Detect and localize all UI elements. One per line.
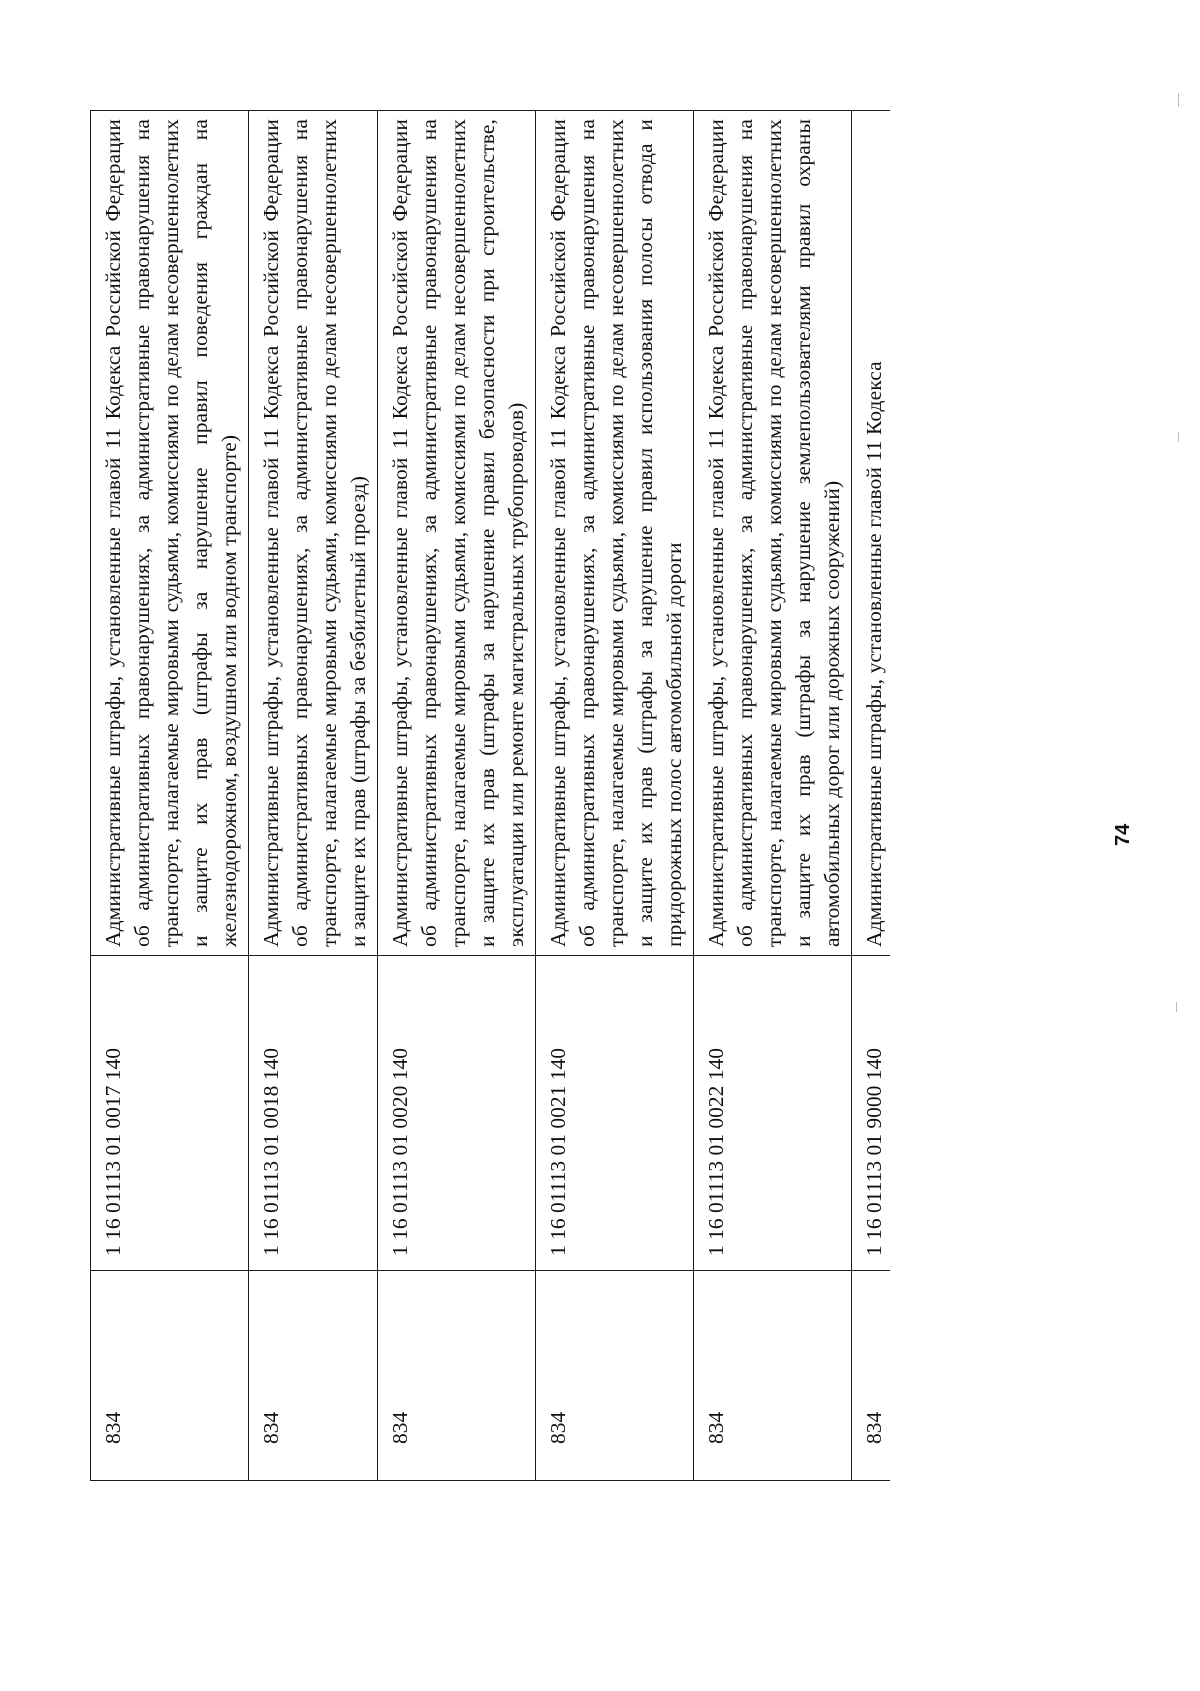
org-code-cell: 834 <box>378 1271 536 1481</box>
description-cell: Административные штрафы, установленные главой 11 Кодекса Российской Федерации об административных правонарушениях, за административные правонарушения на транспорте, налагаемые мировыми судьями, комиссиями по делам несовершеннолетних и защите их прав (штрафы за нарушение правил безопасности при строительстве, эксплуатации или ремонте магистральных трубопроводов) <box>378 111 536 956</box>
table-row <box>694 111 852 1481</box>
page-number: 74 <box>1112 823 1134 846</box>
scan-mark <box>1178 432 1179 442</box>
kbk-code-cell: 1 16 01113 01 0020 140 <box>378 956 536 1271</box>
kbk-code-cell: 1 16 01113 01 0017 140 <box>91 956 249 1271</box>
kbk-code-cell: 1 16 01113 01 0022 140 <box>694 956 852 1271</box>
table-row <box>91 111 249 1481</box>
description-cell: Административные штрафы, установленные главой 11 Кодекса Российской Федерации об административных правонарушениях, за административные правонарушения на транспорте, налагаемые мировыми судьями, комиссиями по делам несовершеннолетних и защите их прав (штрафы за нарушение землепользователями правил охраны автомобильных дорог или дорожных сооружений) <box>694 111 852 956</box>
org-code-cell: 834 <box>694 1271 852 1481</box>
kbk-code-cell: 1 16 01113 01 0021 140 <box>536 956 694 1271</box>
description-cell: Административные штрафы, установленные главой 11 Кодекса Российской Федерации об административных правонарушениях, за административные правонарушения на транспорте, налагаемые мировыми судьями, комиссиями по делам несовершеннолетних и защите их прав (штрафы за нарушение правил поведения граждан на железнодорожном, воздушном или водном транспорте) <box>91 111 249 956</box>
org-code-cell: 834 <box>91 1271 249 1481</box>
org-code-cell: 834 <box>852 1271 891 1481</box>
scan-mark <box>1176 1002 1177 1012</box>
kbk-code-cell: 1 16 01113 01 9000 140 <box>852 956 891 1271</box>
description-cell: Административные штрафы, установленные главой 11 Кодекса Российской Федерации об административных правонарушениях, за административные правонарушения на транспорте, налагаемые мировыми судьями, комиссиями по делам несовершеннолетних и защите их прав (штрафы за безбилетный проезд) <box>249 111 378 956</box>
org-code-cell: 834 <box>249 1271 378 1481</box>
table-row <box>536 111 694 1481</box>
table-row <box>249 111 378 1481</box>
revenue-code-table <box>90 110 890 1481</box>
table-row <box>378 111 536 1481</box>
scan-mark <box>1178 93 1179 107</box>
table-row <box>852 111 891 1481</box>
kbk-code-cell: 1 16 01113 01 0018 140 <box>249 956 378 1271</box>
description-cell: Административные штрафы, установленные главой 11 Кодекса Российской Федерации об административных правонарушениях, за административные правонарушения на транспорте, налагаемые мировыми судьями, комиссиями по делам несовершеннолетних и защите их прав (штрафы за нарушение правил использования полосы отвода и придорожных полос автомобильной дороги <box>536 111 694 956</box>
org-code-cell: 834 <box>536 1271 694 1481</box>
description-cell: Административные штрафы, установленные главой 11 Кодекса <box>852 111 891 956</box>
